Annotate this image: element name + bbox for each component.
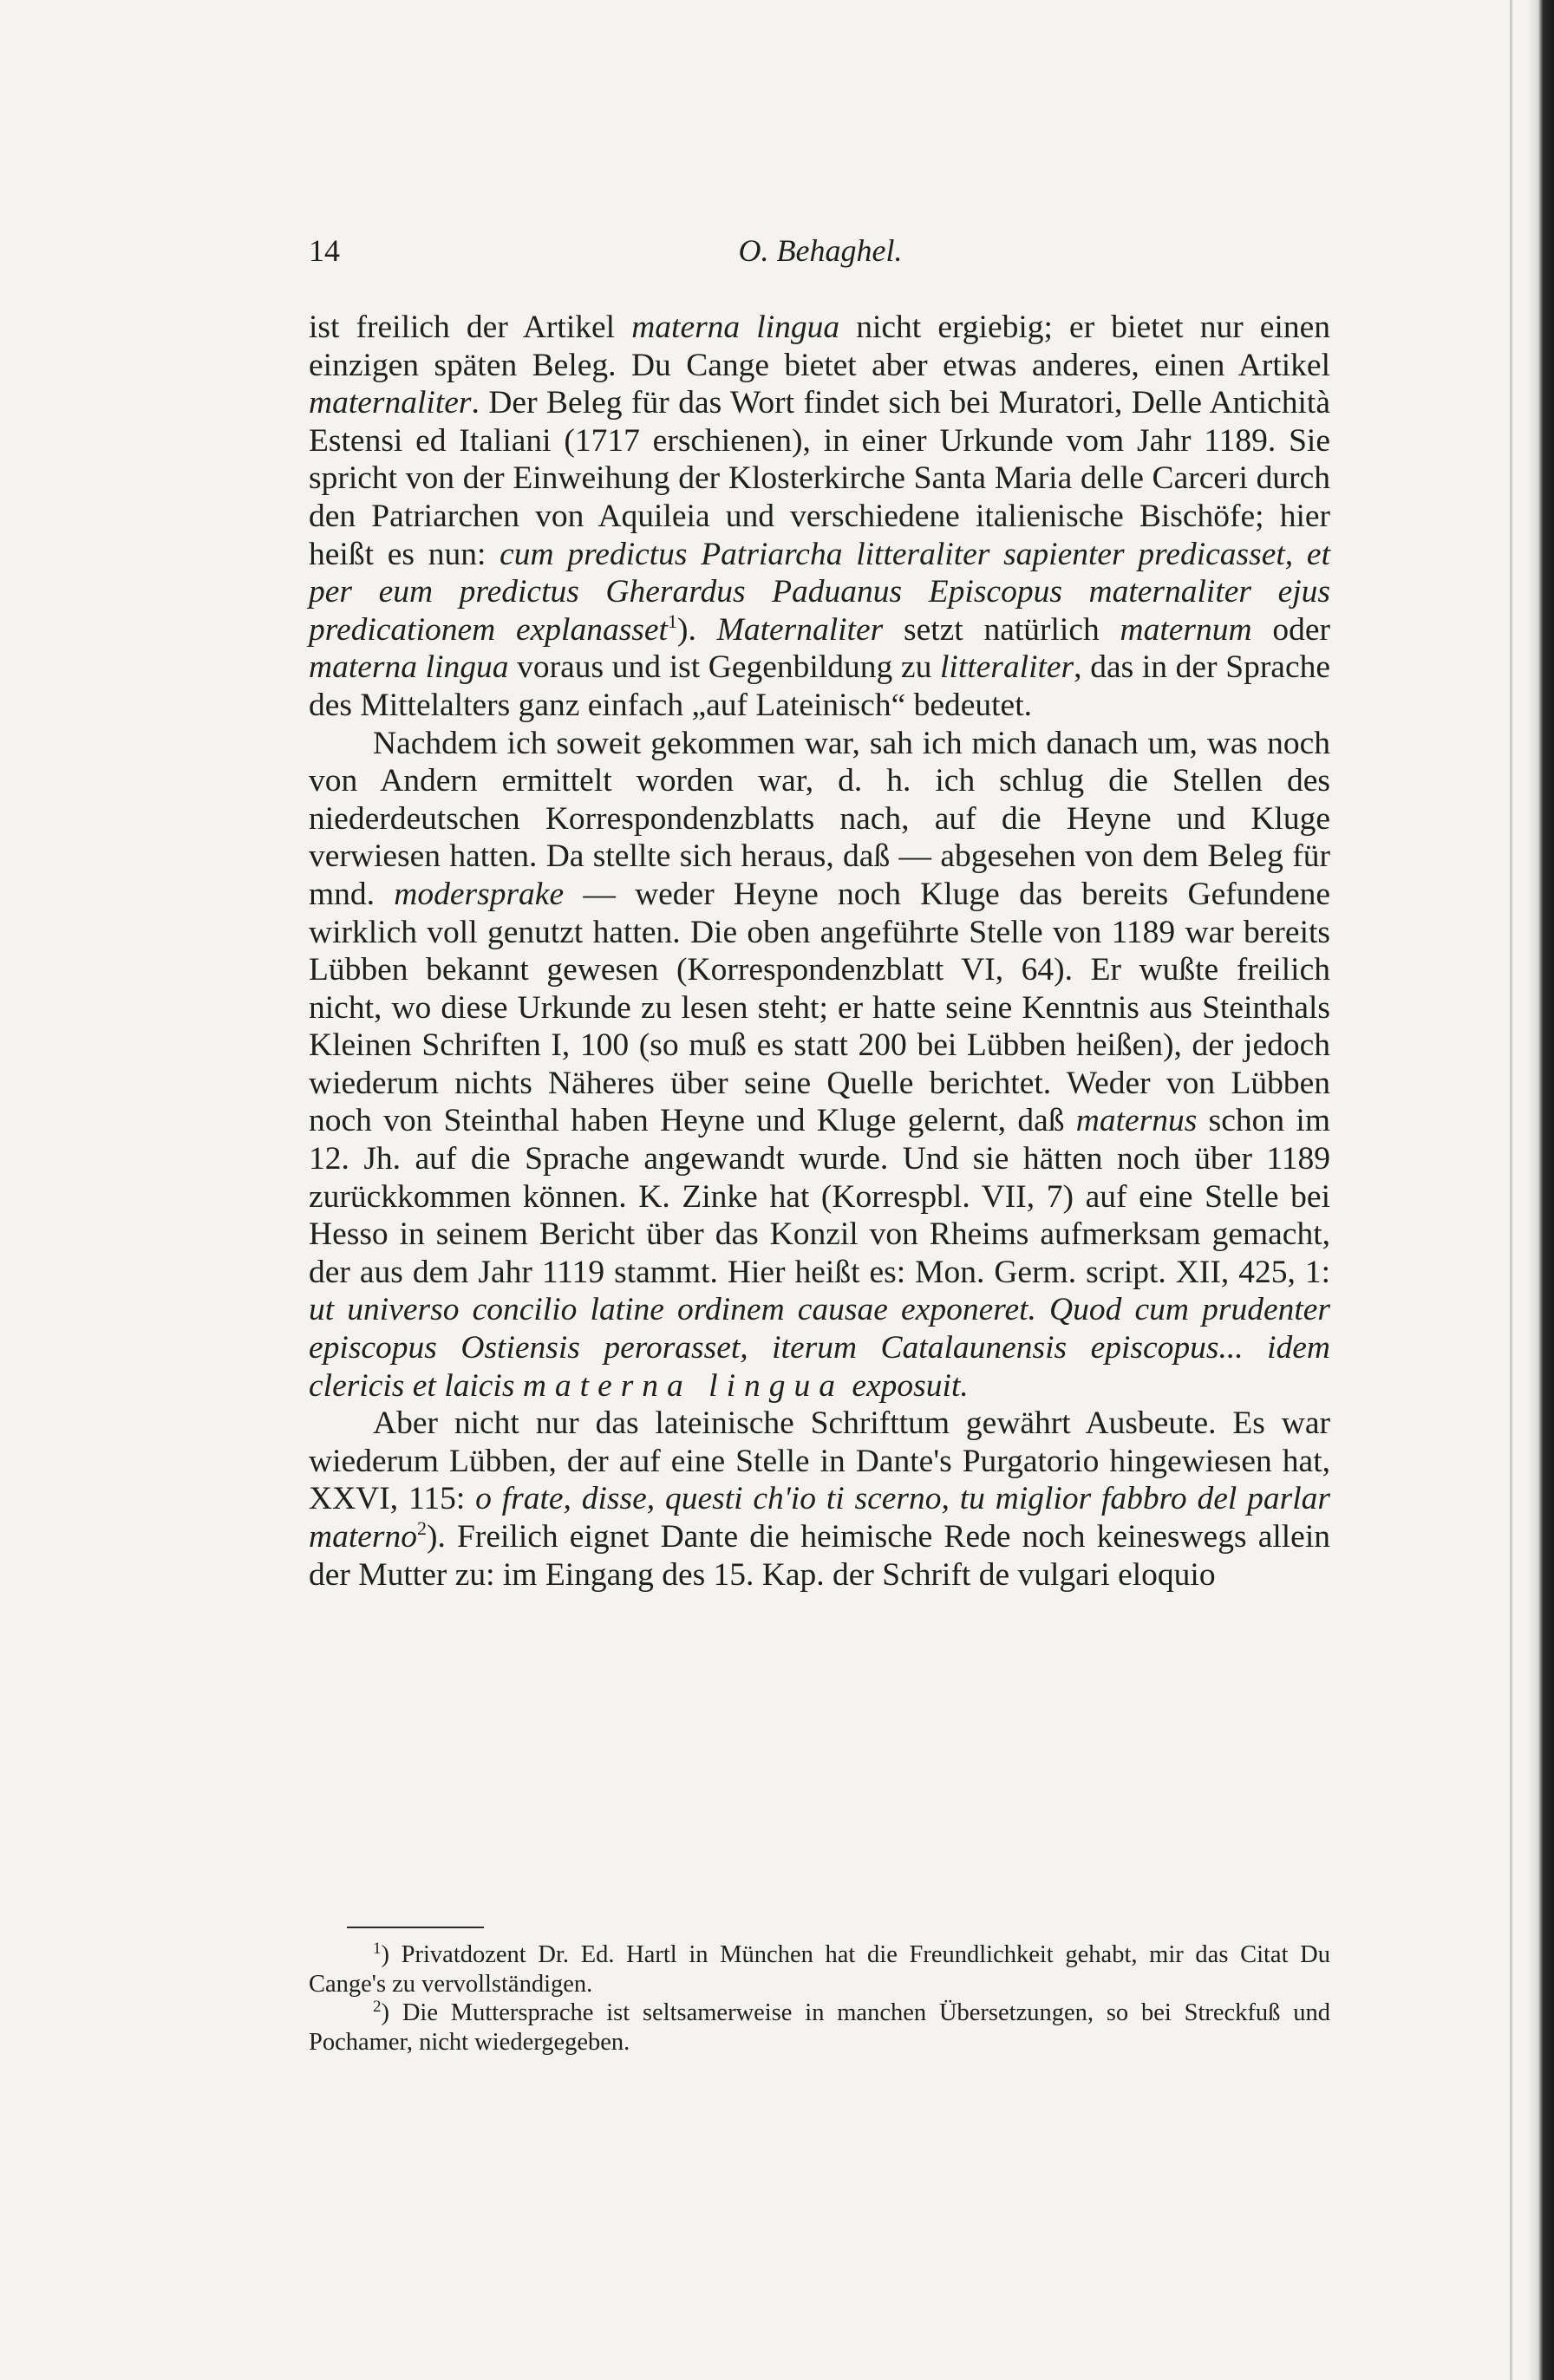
text-run: voraus und ist Gegenbildung zu	[508, 649, 940, 686]
spaced-emphasis-text: materna lingua	[522, 1367, 845, 1404]
footnote-reference: 2	[417, 1517, 427, 1539]
page-edge-line	[1510, 0, 1512, 2380]
text-run: Aber nicht nur das lateinische Schrifttum gewährt Ausbeute. Es war wiederum Lübben, der auf eine Stelle in Dante's Purgatorio hingewiesen hat, XXVI, 115:	[309, 1405, 1330, 1517]
paragraph	[309, 725, 1330, 1405]
footnote-text: Die Muttersprache ist seltsamerweise in manchen Übersetzungen, so bei Streckfuß und Pochamer, nicht wiedergegeben.	[309, 1999, 1330, 2056]
book-gutter-edge	[1530, 0, 1554, 2380]
footnote-mark: 1	[373, 1940, 382, 1958]
italic-text: materna lingua	[309, 649, 509, 686]
text-run: Nachdem ich soweit gekommen war, sah ich mich danach um, was noch von Andern ermittelt worden war, d. h. ich schlug die Stellen des niederdeutschen Korrespondenzblatts nach, auf die Heyne und Kluge verwiesen hatten. Da stellte sich heraus, daß — abgesehen von dem Beleg für mnd.	[309, 725, 1330, 912]
text-run: ist freilich der Artikel	[309, 310, 632, 345]
footnote-reference: 1	[667, 610, 677, 632]
footnote-rule	[347, 1927, 484, 1928]
text-run: — weder Heyne noch Kluge das bereits Gefundene wirklich voll genutzt hatten. Die oben angeführte Stelle von 1189 war bereits Lübben bekannt gewesen (Korrespondenzblatt VI, 64). Er wußte freilich nicht, wo diese Urkunde zu lesen steht; er hatte seine Kenntnis aus Steinthals Kleinen Schriften I, 100 (so muß es statt 200 bei Lübben heißen), der jedoch wiederum nichts Näheres über seine Quelle berichtet. Weder von Lübben noch von Steinthal haben Heyne und Kluge gelernt, daß	[309, 876, 1331, 1139]
italic-text: maternaliter	[309, 385, 472, 421]
footnote	[309, 1940, 1330, 1999]
page-number: 14	[309, 233, 340, 268]
page-header	[309, 232, 1332, 276]
footnote	[309, 1999, 1330, 2057]
text-run: ). Freilich eignet Dante die heimische Rede noch keineswegs allein der Mutter zu: im Eingang des 15. Kap. der Schrift de vulgari eloquio	[309, 1519, 1330, 1593]
footnote-mark: 2	[373, 1998, 382, 2016]
italic-text: cum predictus Patriarcha litteraliter sapienter predicasset, et per eum predictus Gherardus Paduanus Episcopus maternaliter ejus predicationem explanasset	[309, 536, 1330, 648]
body-text	[309, 309, 1330, 1594]
footnote-mark-paren: )	[381, 1999, 402, 2026]
text-run: nicht ergiebig; er bietet nur einen einzigen späten Beleg. Du Cange bietet aber etwas anderes, einen Artikel	[309, 310, 1330, 383]
text-run: ).	[676, 611, 717, 648]
italic-text: modersprake	[394, 876, 565, 912]
italic-text: litteraliter	[939, 649, 1074, 686]
text-run: , das in der Sprache des Mittelalters ganz einfach „auf Lateinisch“ bedeutet.	[309, 649, 1330, 723]
footnote-mark-paren: )	[381, 1941, 402, 1968]
italic-text: materna lingua	[631, 310, 840, 345]
italic-text: Maternaliter	[716, 611, 884, 648]
paragraph	[309, 1405, 1330, 1594]
italic-text: maternum	[1120, 611, 1252, 648]
text-run: setzt natürlich	[883, 611, 1120, 648]
running-head: O. Behaghel.	[738, 233, 903, 268]
footnotes	[309, 1940, 1330, 2057]
text-run: schon im 12. Jh. auf die Sprache angewandt wurde. Und sie hätten noch über 1189 zurückkommen können. K. Zinke hat (Korrespbl. VII, 7) auf eine Stelle bei Hesso in seinem Bericht über das Konzil von Rheims aufmerksam gemacht, der aus dem Jahr 1119 stammt. Hier heißt es: Mon. Germ. script. XII, 425, 1:	[309, 1103, 1330, 1290]
italic-text: maternus	[1075, 1103, 1198, 1139]
italic-text: o frate, disse, questi ch'io ti scerno, tu miglior fabbro del parlar materno	[309, 1481, 1331, 1555]
paragraph	[309, 309, 1330, 725]
footnote-text: Privatdozent Dr. Ed. Hartl in München hat die Freundlichkeit gehabt, mir das Citat Du Cange's zu vervollständigen.	[309, 1941, 1330, 1998]
text-run: . Der Beleg für das Wort findet sich bei Muratori, Delle Antichità Estensi ed Italiani (1717 erschienen), in einer Urkunde vom Jahr 1189. Sie spricht von der Einweihung der Klosterkirche Santa Maria delle Carceri durch den Patriarchen von Aquileia und verschiedene italienische Bischöfe; hier heißt es nun:	[309, 385, 1330, 572]
italic-text: exposuit.	[844, 1367, 969, 1404]
text-run: oder	[1251, 611, 1330, 648]
italic-text: ut universo concilio latine ordinem causae exponeret. Quod cum prudenter episcopus Ostiensis perorasset, iterum Catalaunensis episcopus... idem clericis et laicis	[309, 1292, 1330, 1404]
